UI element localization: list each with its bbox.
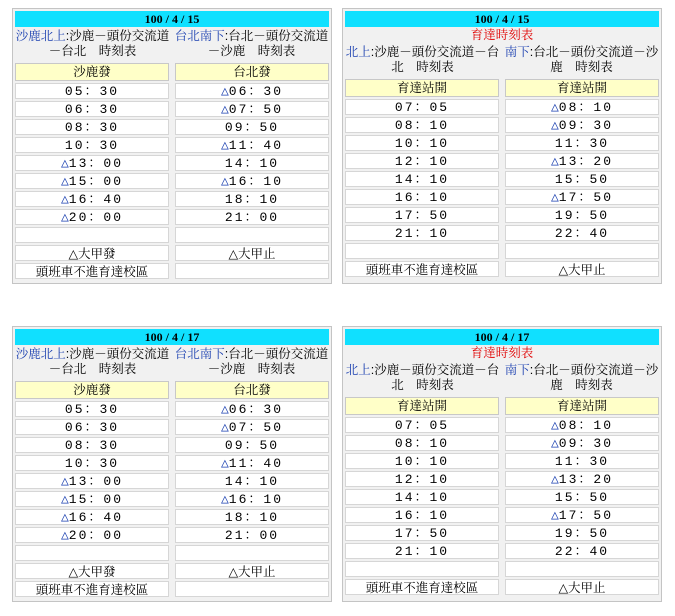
departure-time: 15：50	[554, 172, 610, 187]
route-description: :台北－頭份交流道－沙鹿 時刻表	[207, 29, 329, 58]
time-cell	[15, 119, 169, 135]
departure-column-left	[345, 397, 499, 597]
time-cell	[505, 153, 659, 169]
departure-time: 21：00	[224, 210, 280, 225]
time-cell	[15, 137, 169, 153]
time-cell	[15, 173, 169, 189]
timetable-columns	[15, 381, 329, 599]
time-cell	[15, 545, 169, 561]
departure-time: 19：50	[554, 526, 610, 541]
route-north-header	[345, 45, 500, 75]
daja-marker-icon: △	[550, 190, 559, 205]
departure-time: 16：10	[394, 190, 450, 205]
departure-time: 18：10	[224, 510, 280, 525]
time-cell	[345, 453, 499, 469]
time-cell	[505, 489, 659, 505]
departure-time: 08：10	[394, 118, 450, 133]
route-label: 北上	[345, 363, 371, 377]
departure-time: 14：10	[394, 490, 450, 505]
departure-time: 11：40	[228, 456, 284, 471]
timetable-columns	[345, 397, 659, 597]
departure-time: 14：10	[224, 156, 280, 171]
column-header: 台北發	[175, 63, 329, 81]
daja-marker-icon: △	[220, 420, 229, 435]
time-cell	[345, 171, 499, 187]
departure-column-left	[345, 79, 499, 279]
departure-time: 09：50	[224, 120, 280, 135]
column-header: 育達站開	[345, 79, 499, 97]
time-cell	[15, 101, 169, 117]
daja-marker-icon: △	[60, 210, 69, 225]
time-cell	[15, 155, 169, 171]
departure-time: 13：20	[558, 472, 614, 487]
route-header	[15, 347, 329, 377]
route-north-header	[15, 347, 170, 377]
departure-time: 18：10	[224, 192, 280, 207]
time-cell	[15, 191, 169, 207]
column-header: 沙鹿發	[15, 381, 169, 399]
timetable-columns	[15, 63, 329, 281]
time-cell	[175, 119, 329, 135]
time-cell	[175, 137, 329, 153]
time-cell	[175, 227, 329, 243]
departure-time: 09：30	[558, 436, 614, 451]
time-cell	[175, 491, 329, 507]
departure-time: 17：50	[394, 526, 450, 541]
departure-time: 08：10	[558, 100, 614, 115]
time-cell	[505, 99, 659, 115]
time-cell	[345, 543, 499, 559]
time-cell	[15, 83, 169, 99]
departure-time: 13：20	[558, 154, 614, 169]
time-cell	[345, 189, 499, 205]
route-label: 南下	[504, 45, 530, 59]
time-cell	[345, 435, 499, 451]
route-label: 南下	[504, 363, 530, 377]
departure-time: 09：50	[224, 438, 280, 453]
time-cell	[175, 401, 329, 417]
time-cell	[345, 507, 499, 523]
time-cell	[505, 507, 659, 523]
schedule-subtitle: 育達時刻表	[470, 346, 534, 360]
time-cell	[505, 207, 659, 223]
departure-time: 13：00	[68, 156, 124, 171]
timetable-panel	[342, 326, 662, 602]
departure-time: 10：10	[394, 136, 450, 151]
departure-time: 08：10	[558, 418, 614, 433]
route-description: :沙鹿－頭份交流道－台北 時刻表	[370, 45, 500, 74]
date-header: 100 / 4 / 17	[345, 329, 659, 345]
time-cell	[505, 471, 659, 487]
daja-marker-icon: △	[220, 138, 229, 153]
time-cell	[505, 225, 659, 241]
time-cell	[15, 227, 169, 243]
time-cell	[175, 509, 329, 525]
time-cell	[175, 437, 329, 453]
departure-time: 07：50	[228, 102, 284, 117]
time-cell	[15, 401, 169, 417]
route-south-header	[174, 29, 329, 59]
time-cell	[505, 435, 659, 451]
daja-marker-icon: △	[220, 102, 229, 117]
departure-time: 06：30	[64, 102, 120, 117]
time-cell	[175, 191, 329, 207]
time-cell	[15, 437, 169, 453]
departure-time: 08：30	[64, 120, 120, 135]
route-description: :沙鹿－頭份交流道－台北 時刻表	[370, 363, 500, 392]
departure-time: 11：40	[228, 138, 284, 153]
departure-column-left	[15, 381, 169, 599]
departure-column-right	[505, 79, 659, 279]
daja-marker-icon: △	[220, 456, 229, 471]
time-cell	[345, 417, 499, 433]
column-header: 育達站開	[505, 79, 659, 97]
schedule-subtitle: 育達時刻表	[470, 28, 534, 42]
route-north-header	[345, 363, 500, 393]
route-description: :沙鹿－頭份交流道－台北 時刻表	[48, 29, 170, 58]
daja-marker-icon: △	[60, 156, 69, 171]
departure-time: 19：50	[554, 208, 610, 223]
route-label: 沙鹿北上	[15, 347, 66, 361]
time-cell	[345, 489, 499, 505]
departure-time: 05：30	[64, 402, 120, 417]
departure-time: 17：50	[394, 208, 450, 223]
departure-time: 09：30	[558, 118, 614, 133]
departure-time: 21：10	[394, 544, 450, 559]
footnote-cell: △大甲止	[175, 245, 329, 261]
departure-time: 14：10	[224, 474, 280, 489]
timetable-panel	[12, 8, 332, 284]
departure-time: 12：10	[394, 472, 450, 487]
time-cell	[15, 491, 169, 507]
daja-marker-icon: △	[220, 492, 229, 507]
departure-time: 17：50	[558, 508, 614, 523]
time-cell	[175, 83, 329, 99]
departure-time: 15：00	[68, 174, 124, 189]
time-cell	[345, 471, 499, 487]
route-header	[345, 45, 659, 75]
departure-time: 10：30	[64, 456, 120, 471]
time-cell	[505, 171, 659, 187]
footnote-cell	[175, 581, 329, 597]
route-description: :台北－頭份交流道－沙鹿 時刻表	[207, 347, 329, 376]
time-cell	[345, 153, 499, 169]
route-description: :台北－頭份交流道－沙鹿 時刻表	[529, 363, 659, 392]
time-cell	[345, 99, 499, 115]
route-header	[345, 363, 659, 393]
departure-time: 08：10	[394, 436, 450, 451]
footnote-cell: △大甲止	[505, 579, 659, 595]
time-cell	[15, 527, 169, 543]
departure-time: 15：00	[68, 492, 124, 507]
date-header: 100 / 4 / 15	[15, 11, 329, 27]
departure-time: 06：30	[228, 402, 284, 417]
time-cell	[175, 419, 329, 435]
daja-marker-icon: △	[60, 174, 69, 189]
departure-time: 07：05	[394, 100, 450, 115]
departure-time: 12：10	[394, 154, 450, 169]
route-label: 台北南下	[174, 347, 225, 361]
route-label: 沙鹿北上	[15, 29, 66, 43]
route-description: :沙鹿－頭份交流道－台北 時刻表	[48, 347, 170, 376]
daja-marker-icon: △	[60, 492, 69, 507]
daja-marker-icon: △	[220, 84, 229, 99]
departure-time: 17：50	[558, 190, 614, 205]
footnote-cell: 頭班車不進育達校區	[345, 579, 499, 595]
departure-time: 21：00	[224, 528, 280, 543]
time-cell	[505, 543, 659, 559]
route-south-header	[504, 363, 659, 393]
departure-time: 07：05	[394, 418, 450, 433]
time-cell	[175, 173, 329, 189]
time-cell	[505, 561, 659, 577]
footnote-cell: △大甲止	[175, 563, 329, 579]
time-cell	[505, 189, 659, 205]
time-cell	[175, 455, 329, 471]
departure-time: 11：30	[554, 454, 610, 469]
daja-marker-icon: △	[60, 528, 69, 543]
footnote-cell: △大甲發	[15, 563, 169, 579]
departure-column-left	[15, 63, 169, 281]
time-cell	[175, 545, 329, 561]
departure-time: 08：30	[64, 438, 120, 453]
column-header: 沙鹿發	[15, 63, 169, 81]
time-cell	[345, 243, 499, 259]
departure-column-right	[505, 397, 659, 597]
date-header: 100 / 4 / 17	[15, 329, 329, 345]
departure-time: 16：10	[228, 492, 284, 507]
daja-marker-icon: △	[550, 472, 559, 487]
daja-marker-icon: △	[550, 508, 559, 523]
route-south-header	[174, 347, 329, 377]
departure-time: 16：10	[394, 508, 450, 523]
departure-time: 22：40	[554, 226, 610, 241]
departure-time: 07：50	[228, 420, 284, 435]
route-label: 台北南下	[174, 29, 225, 43]
time-cell	[505, 417, 659, 433]
departure-time: 20：00	[68, 210, 124, 225]
departure-time: 13：00	[68, 474, 124, 489]
daja-marker-icon: △	[220, 174, 229, 189]
column-header: 育達站開	[505, 397, 659, 415]
daja-marker-icon: △	[550, 154, 559, 169]
time-cell	[15, 455, 169, 471]
time-cell	[505, 525, 659, 541]
footnote-cell: 頭班車不進育達校區	[345, 261, 499, 277]
route-north-header	[15, 29, 170, 59]
daja-marker-icon: △	[550, 100, 559, 115]
footnote-cell: △大甲發	[15, 245, 169, 261]
time-cell	[505, 243, 659, 259]
route-south-header	[504, 45, 659, 75]
footnote-cell: 頭班車不進育達校區	[15, 581, 169, 597]
date-header: 100 / 4 / 15	[345, 11, 659, 27]
time-cell	[175, 209, 329, 225]
daja-marker-icon: △	[550, 436, 559, 451]
departure-time: 06：30	[64, 420, 120, 435]
column-header: 育達站開	[345, 397, 499, 415]
daja-marker-icon: △	[220, 402, 229, 417]
time-cell	[15, 419, 169, 435]
time-cell	[505, 135, 659, 151]
daja-marker-icon: △	[60, 510, 69, 525]
departure-time: 14：10	[394, 172, 450, 187]
daja-marker-icon: △	[60, 474, 69, 489]
departure-time: 15：50	[554, 490, 610, 505]
time-cell	[345, 207, 499, 223]
footnote-cell: 頭班車不進育達校區	[15, 263, 169, 279]
daja-marker-icon: △	[550, 118, 559, 133]
time-cell	[175, 155, 329, 171]
route-description: :台北－頭份交流道－沙鹿 時刻表	[529, 45, 659, 74]
timetable-columns	[345, 79, 659, 279]
time-cell	[175, 473, 329, 489]
column-header: 台北發	[175, 381, 329, 399]
departure-time: 06：30	[228, 84, 284, 99]
time-cell	[175, 527, 329, 543]
departure-column-right	[175, 381, 329, 599]
departure-time: 22：40	[554, 544, 610, 559]
footnote-cell: △大甲止	[505, 261, 659, 277]
route-label: 北上	[345, 45, 371, 59]
time-cell	[15, 473, 169, 489]
timetable-panel	[12, 326, 332, 602]
time-cell	[345, 117, 499, 133]
time-cell	[15, 509, 169, 525]
departure-column-right	[175, 63, 329, 281]
time-cell	[505, 117, 659, 133]
departure-time: 16：40	[68, 192, 124, 207]
daja-marker-icon: △	[60, 192, 69, 207]
time-cell	[345, 561, 499, 577]
time-cell	[505, 453, 659, 469]
departure-time: 16：10	[228, 174, 284, 189]
departure-time: 11：30	[554, 136, 610, 151]
time-cell	[175, 101, 329, 117]
time-cell	[345, 525, 499, 541]
time-cell	[15, 209, 169, 225]
route-header	[15, 29, 329, 59]
daja-marker-icon: △	[550, 418, 559, 433]
departure-time: 20：00	[68, 528, 124, 543]
footnote-cell	[175, 263, 329, 279]
departure-time: 10：30	[64, 138, 120, 153]
departure-time: 10：10	[394, 454, 450, 469]
departure-time: 21：10	[394, 226, 450, 241]
time-cell	[345, 225, 499, 241]
departure-time: 05：30	[64, 84, 120, 99]
time-cell	[345, 135, 499, 151]
timetable-panel	[342, 8, 662, 284]
departure-time: 16：40	[68, 510, 124, 525]
